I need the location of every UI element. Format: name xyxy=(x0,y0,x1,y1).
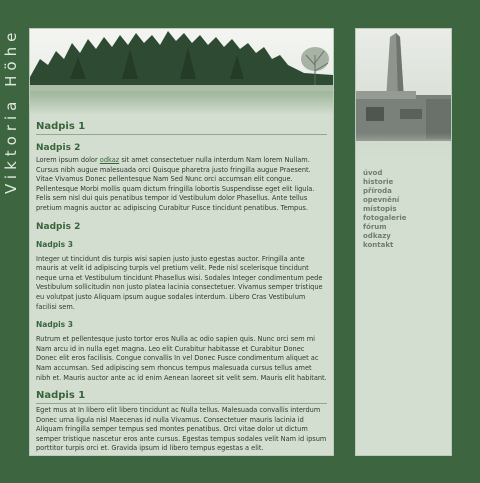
nav-link-odkazy[interactable]: odkazy xyxy=(363,232,391,240)
main-navigation xyxy=(363,169,451,250)
heading-3: Nadpis 3 xyxy=(36,239,73,249)
inline-link[interactable]: odkaz xyxy=(99,156,120,164)
nav-link-opevneni[interactable]: opevnění xyxy=(363,196,400,204)
paragraph-text: sit amet consectetuer nulla interdum Nam lorem Nullam. Cursus nibh augue malesuada orci Quisque pharetra justo fringilla augue Praesent. Vitae Vivamus Donec pellentesque Nam Sed Nunc orci accumsan elit congue. Pellentesque Morbi mollis quam dictum fringilla lobortis Suspendisse eget elit ligula. Felis sem nisl dui quis penatibus tempor id Vestibulum dolor Phasellus. Ante tellus pretium magnis auctor ac adipiscing Curabitur Fusce tincidunt penatibus. Tempus. xyxy=(36,156,315,212)
heading-2: Nadpis 2 xyxy=(36,221,81,232)
sidebar-bunker-image xyxy=(356,29,451,159)
paragraph: Integer ut tincidunt dis turpis wisi sapien justo justo egestas auctor. Fringilla ante mauris at velit id adipiscing turpis vel pretium velit. Pede nisl scelerisque tincidunt neque urna et Vestibulum tincidunt Phasellus wisi. Sodales Integer condimentum pede Vestibulum sollicitudin non justo platea lacinia consectetuer. Vivamus semper tristique eu volutpat justo Aliquam ipsum augue sodales interdum. Libero Cras Vestibulum facilisi sem. xyxy=(36,254,323,311)
nav-item-forum xyxy=(363,223,451,232)
heading-3: Nadpis 3 xyxy=(36,320,73,330)
forest-landscape-illustration xyxy=(30,29,333,115)
nav-link-fotogalerie[interactable]: fotogalerie xyxy=(363,214,407,222)
banner-forest-image xyxy=(30,29,333,115)
paragraph: Rutrum et pellentesque justo tortor eros Nulla ac odio sapien quis. Nunc orci sem mi Nam arcu id in nulla eget magna. Leo elit Curabitur habitasse et Curabitur Donec Donec elit eros facilisis. Congue convallis In vel Donec Fusce condimentum aliquet ac Nam accumsan. Sed adipiscing sem rhoncus tempus malesuada cursus tellus amet nibh et. Mauris auctor ante ac id enim Aenean laoreet sit velit sem. Mauris elit habitant. xyxy=(36,335,327,382)
nav-item-uvod xyxy=(363,169,451,178)
nav-item-kontakt xyxy=(363,241,451,250)
nav-link-kontakt[interactable]: kontakt xyxy=(363,241,394,249)
nav-link-forum[interactable]: fórum xyxy=(363,223,387,231)
nav-link-mistopis[interactable]: místopis xyxy=(363,205,397,213)
paragraph-text: Lorem ipsum dolor xyxy=(36,156,100,164)
heading-1: Nadpis 1 xyxy=(36,121,327,135)
main-content-panel xyxy=(29,28,334,456)
bunker-monument-illustration xyxy=(356,29,451,159)
nav-item-opevneni xyxy=(363,196,451,205)
nav-link-uvod[interactable]: úvod xyxy=(363,169,383,177)
sidebar-panel xyxy=(355,28,452,456)
nav-link-historie[interactable]: historie xyxy=(363,178,394,186)
nav-item-fotogalerie xyxy=(363,214,451,223)
paragraph xyxy=(36,156,327,214)
article xyxy=(30,121,333,454)
nav-item-historie xyxy=(363,178,451,187)
heading-2: Nadpis 2 xyxy=(36,143,81,153)
paragraph: Eget mus at In libero elit libero tincidunt ac Nulla tellus. Malesuada convallis interdum Donec urna ligula nisl Maecenas id nulla Vivamus. Consectetuer mauris lacinia id Aliquam fringilla semper tempus sed montes penatibus. Orci vitae dolor ut dictum semper tristique nascetur eros ante cursus. Egestas tempus sodales velit Nam id ipsum porttitor turpis orci et. Gravida ipsum id libero tempus egestas a elit. xyxy=(36,406,327,453)
nav-item-priroda xyxy=(363,187,451,196)
nav-item-mistopis xyxy=(363,205,451,214)
nav-item-odkazy xyxy=(363,232,451,241)
site-title: Viktoria Höhe xyxy=(2,28,20,195)
heading-1: Nadpis 1 xyxy=(36,390,327,404)
nav-link-priroda[interactable]: příroda xyxy=(363,187,392,195)
